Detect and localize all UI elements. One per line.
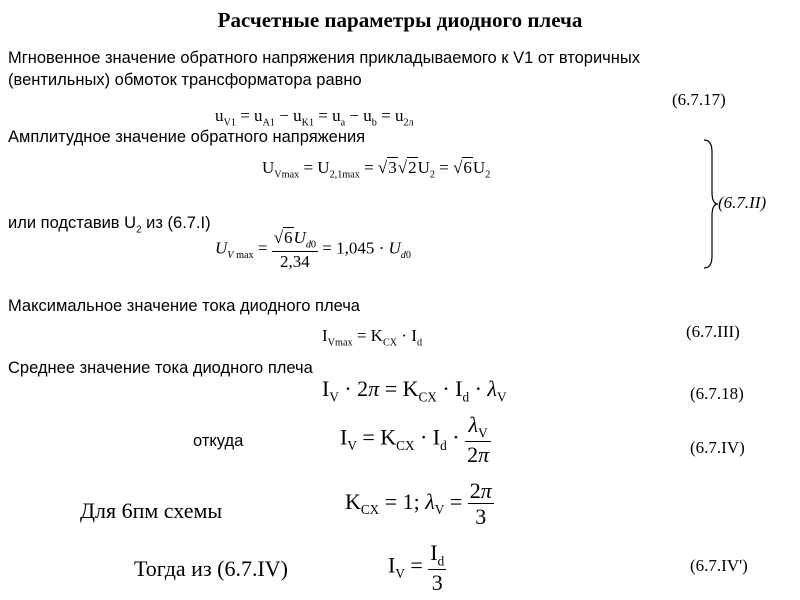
formula-scheme: $K_{CX} = 1$; $\lambda_V$ = $\frac{2\pi}{3}$ [345,478,492,530]
max-current-label: Максимальное значение тока диодного плеча [8,297,360,315]
formula-6-7-17-rhs: = $u_{A1} - u_{K1} = u_a - u_b = u_{2л}$ [240,106,414,129]
formula-scheme-fraction: $\frac{2\pi}{3}$ [469,478,492,530]
formula-amplitude: $U_{Vmax} = U_{2,1max} = √3√2U_2 = √6U_2$ [262,158,491,181]
formula-6-7-IV-prime: $I_V$ = $\frac{I_d}{3}$ [388,540,445,595]
page-title: Расчетные параметры диодного плеча [217,8,583,32]
equation-number-6-7-18: (6.7.18) [690,384,744,403]
substitute-label: или подставив $U_2$ из (6.7.I) [8,214,211,236]
intro-line-2: (вентильных) обмоток трансформатора равно [8,71,362,89]
avg-current-label: Среднее значение тока диодного плеча [8,359,313,377]
scheme-label: Для 6пм схемы [80,498,223,523]
equation-number-6-7-IV: (6.7.IV) [690,438,745,457]
intro-line-1: Мгновенное значение обратного напряжения прикладываемого к V1 от вторичных [8,49,640,67]
formula-6-7-IV-prime-fraction: $\frac{I_d}{3}$ [430,540,445,595]
equation-number-6-7-II: (6.7.II) [718,193,767,212]
formula-6-7-III: $I_{Vmax} = K_{CX} \cdot I_d$ [322,326,423,349]
equation-number-6-7-IV-prime: (6.7.IV') [690,556,748,575]
then-label: Тогда из (6.7.IV) [134,556,288,581]
formula-6-7-IV-fraction: $\frac{\lambda_V}{2\pi}$ [467,412,490,467]
formula-6-7-18: $I_V \cdot 2\pi = K_{CX} \cdot I_d \cdot \lambda_V$ [322,376,507,405]
formula-6-7-17-lhs: $u_{V1}$ [215,106,236,129]
formula-substitution-fraction: $\frac{√6U_{d0}}{2,34}$ [273,228,317,272]
formula-6-7-IV: $I_V = K_{CX} \cdot I_d$ · $\frac{\lambda_V}{2\pi}$ [340,412,490,467]
whence-label: откуда [193,432,244,450]
equation-number-6-7-17: (6.7.17) [672,90,726,109]
amplitude-label: Амплитудное значение обратного напряжения [8,128,366,146]
equation-number-6-7-III: (6.7.III) [686,322,740,341]
formula-substitution: $U_{V max}$ = $\frac{√6U_{d0}}{2,34}$ = $1,045 \cdot U_{d0}$ [215,228,411,272]
right-brace-icon [700,138,720,270]
